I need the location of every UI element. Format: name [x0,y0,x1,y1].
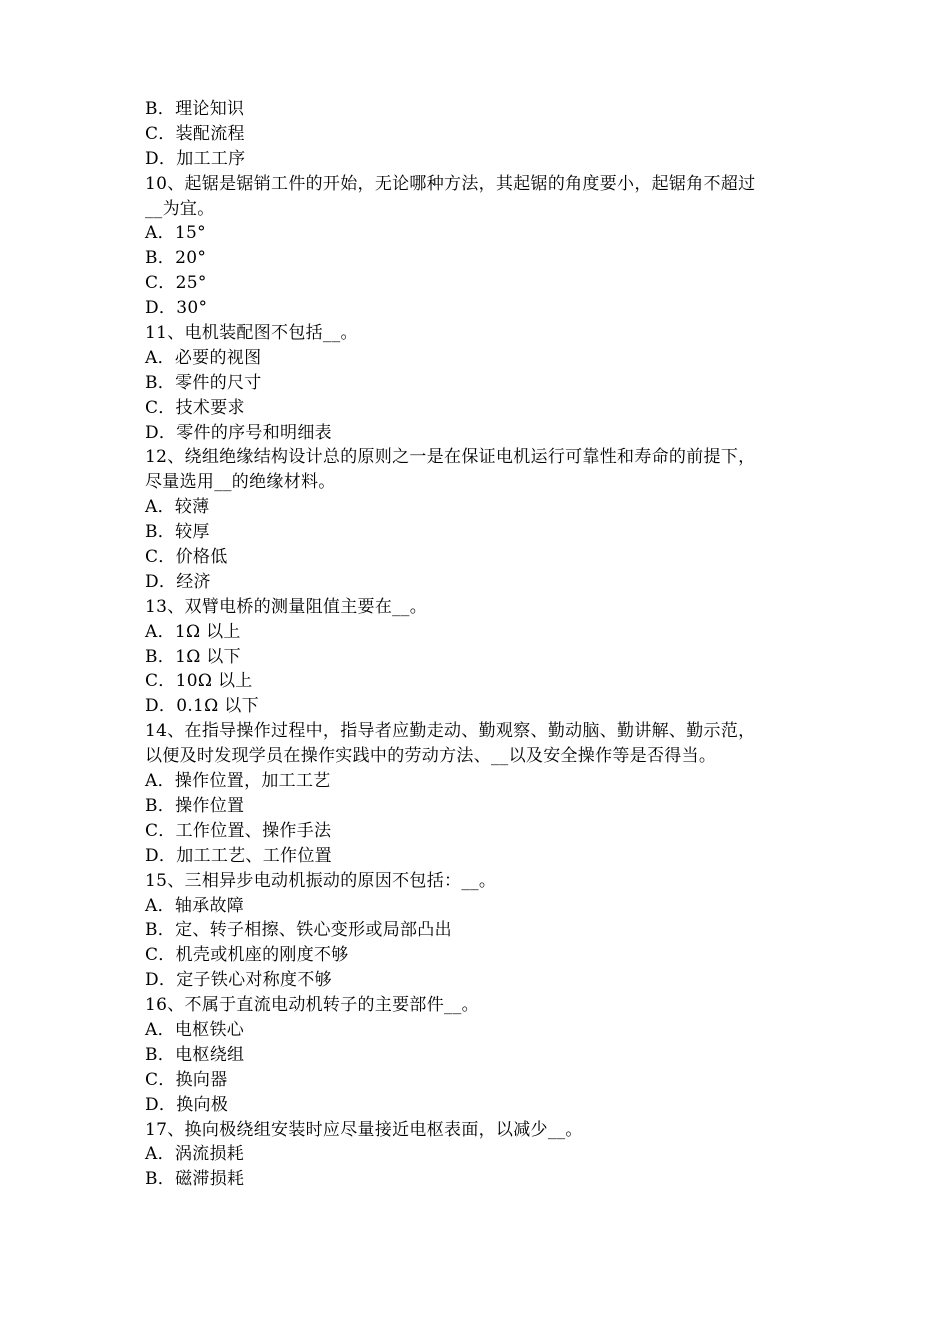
option-line: C．装配流程 [145,123,245,144]
option-line: A．15° [145,223,206,244]
option-line: C．机壳或机座的刚度不够 [145,945,349,966]
option-line: B．20° [145,248,207,269]
option-line: A．轴承故障 [145,895,245,916]
option-line: B．理论知识 [145,99,245,119]
option-line: B．1Ω 以下 [145,646,241,667]
question-line: 15、三相异步电动机振动的原因不包括：__。 [145,870,497,891]
question-line: 12、绕组绝缘结构设计总的原则之一是在保证电机运行可靠性和寿命的前提下， [145,447,756,468]
option-line: A．较薄 [145,497,210,518]
option-line: D．经济 [145,571,211,592]
question-line: 17、换向极绕组安装时应尽量接近电枢表面，以减少__。 [145,1119,583,1140]
option-line: C．换向器 [145,1069,228,1090]
question-line: 尽量选用__的绝缘材料。 [145,472,336,493]
option-line: C．价格低 [145,547,228,568]
option-line: C．10Ω 以上 [145,671,253,692]
question-line: 16、不属于直流电动机转子的主要部件__。 [145,995,479,1016]
question-line: 11、电机装配图不包括__。 [145,323,358,344]
option-line: D．零件的序号和明细表 [145,422,332,443]
option-line: B．操作位置 [145,795,245,816]
option-line: A．必要的视图 [145,347,262,368]
option-line: B．较厚 [145,522,210,543]
document-page [145,97,825,1192]
option-line: D．换向极 [145,1094,229,1115]
option-line: A．1Ω 以上 [145,621,241,642]
option-line: A．操作位置，加工工艺 [145,771,331,792]
question-line: 14、在指导操作过程中，指导者应勤走动、勤观察、勤动脑、勤讲解、勤示范， [145,721,756,742]
option-line: D．加工工艺、工作位置 [145,845,332,866]
option-line: B．零件的尺寸 [145,372,262,393]
option-line: D．0.1Ω 以下 [145,696,259,717]
question-line: 以便及时发现学员在操作实践中的劳动方法、__以及安全操作等是否得当。 [145,746,717,767]
option-line: C．25° [145,273,207,294]
option-line: D．30° [145,298,208,319]
option-line: D．加工工序 [145,148,246,169]
option-line: A．涡流损耗 [145,1144,245,1165]
question-line: 13、双臂电桥的测量阻值主要在__。 [145,596,428,617]
option-line: C．工作位置、操作手法 [145,820,332,841]
question-line: __为宜。 [145,198,215,219]
option-line: A．电枢铁心 [145,1019,245,1040]
option-line: B．磁滞损耗 [145,1169,245,1190]
option-line: B．电枢绕组 [145,1044,245,1065]
question-line: 10、起锯是锯销工件的开始，无论哪种方法，其起锯的角度要小，起锯角不超过 [145,173,756,194]
option-line: C．技术要求 [145,397,245,418]
option-line: D．定子铁心对称度不够 [145,970,332,991]
option-line: B．定、转子相擦、铁心变形或局部凸出 [145,920,452,941]
